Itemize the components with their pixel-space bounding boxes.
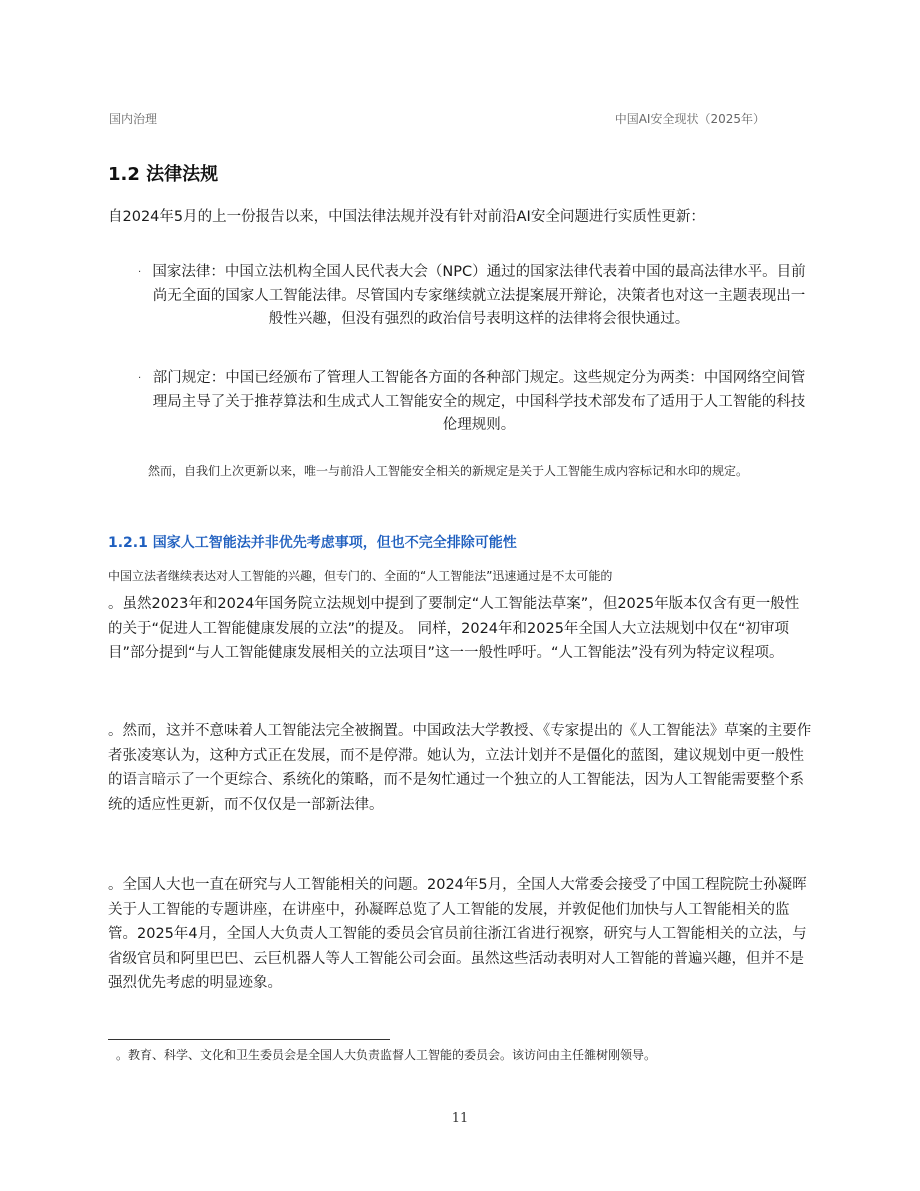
section-intro: 自2024年5月的上一份报告以来，中国法律法规并没有针对前沿AI安全问题进行实质性更新： xyxy=(108,209,705,225)
bullet-text: 部门规定：中国已经颁布了管理人工智能各方面的各种部门规定。这些规定分为两类：中国网络空间管理局主导了关于推荐算法和生成式人工智能安全的规定，中国科学技术部发布了适用于人工智能的科技伦理规则。 xyxy=(152,370,806,433)
bullet-note: 然而，自我们上次更新以来，唯一与前沿人工智能安全相关的新规定是关于人工智能生成内容标记和水印的规定。 xyxy=(148,464,749,478)
paragraph-expert-view: 。然而，这并不意味着人工智能法完全被搁置。中国政法大学教授、《专家提出的《人工智能法》草案的主要作者张凌寒认为，这种方式正在发展，而不是停滞。她认为，立法计划并不是僵化的蓝图，建议规划中更一般性的语言暗示了一个更综合、系统化的策略，而不是匆忙通过一个独立的人工智能法，因为人工智能需要整个系统的适应性更新，而不仅仅是一部新法律。 xyxy=(108,723,812,813)
header-report-title: 中国AI安全现状（2025年） xyxy=(614,112,765,126)
header-section-name: 国内治理 xyxy=(109,112,158,126)
page-number: 11 xyxy=(451,1111,469,1126)
footnote-divider xyxy=(108,1039,390,1040)
paragraph-legislative-plans: 。虽然2023年和2024年国务院立法规划中提到了要制定“人工智能法草案”，但2025年版本仅含有更一般性的关于“促进人工智能健康发展的立法”的提及。 同样，2024年和2025年全国人大立法规划中仅在“初审项目”部分提到“与人工智能健康发展相关的立法项目”这一一般性呼吁。“人工智能法”没有列为特定议程项。 xyxy=(108,596,800,661)
footnote: 。教育、科学、文化和卫生委员会是全国人大负责监督人工智能的委员会。该访问由主任雒树刚领导。 xyxy=(116,1048,657,1062)
subsection-title: 1.2.1 国家人工智能法并非优先考虑事项，但也不完全排除可能性 xyxy=(108,535,517,551)
running-header xyxy=(109,110,765,128)
section-title: 1.2 法律法规 xyxy=(108,164,219,185)
paragraph-npc-activities: 。全国人大也一直在研究与人工智能相关的问题。2024年5月，全国人大常委会接受了中国工程院院士孙凝晖关于人工智能的专题讲座，在讲座中，孙凝晖总览了人工智能的发展，并敦促他们加快与人工智能相关的监管。2025年4月，全国人大负责人工智能的委员会官员前往浙江省进行视察，研究与人工智能相关的立法，与省级官员和阿里巴巴、云巨机器人等人工智能公司会面。虽然这些活动表明对人工智能的普遍兴趣，但并不是强烈优先考虑的明显迹象。 xyxy=(108,877,807,991)
subsection-lead: 中国立法者继续表达对人工智能的兴趣，但专门的、全面的“人工智能法”迅速通过是不太可能的 xyxy=(108,569,613,583)
bullet-department-rules xyxy=(138,367,810,438)
bullet-marker: · xyxy=(138,373,142,384)
bullet-marker: · xyxy=(138,267,142,278)
bullet-text: 国家法律：中国立法机构全国人民代表大会（NPC）通过的国家法律代表着中国的最高法律水平。目前尚无全面的国家人工智能法律。尽管国内专家继续就立法提案展开辩论，决策者也对这一主题表现出一般性兴趣，但没有强烈的政治信号表明这样的法律将会很快通过。 xyxy=(152,264,806,327)
bullet-national-law xyxy=(138,261,810,332)
